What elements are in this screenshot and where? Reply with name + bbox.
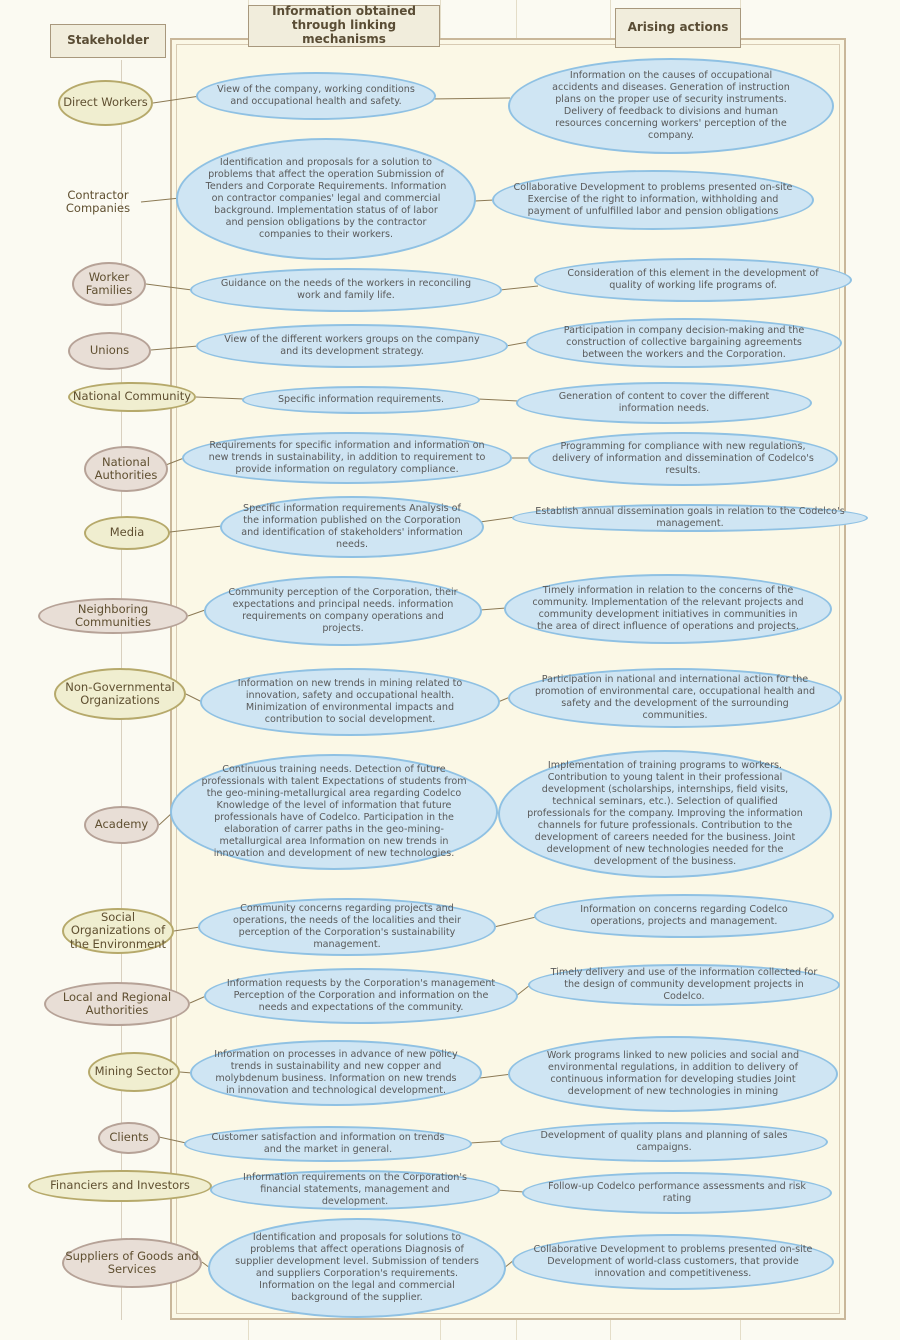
information-bubble: Customer satisfaction and information on trends and the market in general. [184,1126,472,1162]
header-stakeholder: Stakeholder [50,24,166,58]
action-bubble: Implementation of training programs to workers. Contribution to young talent in their professional development (scholarships, internships, field visits, technical seminars, etc.). Selection of qualified professionals for the company. Improving the information channels for future professionals. Contribution to the development of careers needed for the business. Joint development of new technologies needed for the development of the business. [498,750,832,878]
action-bubble: Follow-up Codelco performance assessments and risk rating [522,1172,832,1214]
information-bubble: Specific information requirements. [242,386,480,414]
stakeholder-media: Media [84,516,170,550]
information-bubble: Community concerns regarding projects and operations, the needs of the localities and their perception of the Corporation's sustainability management. [198,898,496,956]
connector [141,198,180,202]
action-bubble: Work programs linked to new policies and social and environmental regulations, in addition to delivery of continuous information for developing studies Joint development of new technologies in mining [508,1036,838,1112]
stakeholder-local-and-regional-authorities: Local and Regional Authorities [44,982,190,1026]
stakeholder-contractor-companies: Contractor Companies [65,187,131,215]
stakeholder-academy: Academy [84,806,159,844]
stakeholder-neighboring-communities: Neighboring Communities [38,598,188,634]
action-bubble: Generation of content to cover the different information needs. [516,382,812,424]
action-bubble: Collaborative Development to problems presented on-site Development of world-class customers, that provide innovation and competitiveness. [512,1234,834,1290]
information-bubble: Guidance on the needs of the workers in reconciling work and family life. [190,268,502,312]
information-bubble: Requirements for specific information and information on new trends in sustainability, in addition to requirement to provide information on regulatory compliance. [182,432,512,484]
action-bubble: Collaborative Development to problems presented on-site Exercise of the right to information, withholding and payment of unfulfilled labor and pension obligations [492,170,814,230]
connector [470,1141,502,1143]
connector [170,526,222,532]
information-bubble: Community perception of the Corporation, their expectations and principal needs. information requirements on company operations and projects. [204,576,482,646]
information-bubble: Information requests by the Corporation's management Perception of the Corporation and information on the needs and expectations of the community. [204,968,518,1024]
header-information: Information obtained through linking mechanisms [248,5,440,47]
connector [496,1190,524,1192]
stakeholder-non-governmental-organizations: Non-Governmental Organizations [54,668,186,720]
action-bubble: Information on concerns regarding Codelco operations, projects and management. [534,894,834,938]
connector [146,284,192,290]
information-bubble: Information on new trends in mining related to innovation, safety and occupational health. Minimization of environmental impacts and contribution to social development. [200,668,500,736]
connector [196,397,244,399]
action-bubble: Development of quality plans and planning of sales campaigns. [500,1122,828,1162]
action-bubble: Programming for compliance with new regulations, delivery of information and dissemination of Codelco's results. [528,432,838,486]
action-bubble: Establish annual dissemination goals in relation to the Codelco's management. [512,504,868,532]
connector [151,346,198,350]
connector [153,96,200,103]
action-bubble: Timely delivery and use of the information collected for the design of community development projects in Codelco. [528,964,840,1006]
stakeholder-mining-sector: Mining Sector [88,1052,180,1092]
stakeholder-suppliers-of-goods-and-services: Suppliers of Goods and Services [62,1238,202,1288]
action-bubble: Timely information in relation to the concerns of the community. Implementation of the relevant projects and community development initiatives in communities in the area of direct influence of operations and projects. [504,574,832,644]
stakeholder-financiers-and-investors: Financiers and Investors [28,1170,212,1202]
connector [174,927,200,931]
stakeholder-worker-families: Worker Families [72,262,146,306]
action-bubble: Consideration of this element in the development of quality of working life programs of. [534,258,852,302]
stakeholder-national-authorities: National Authorities [84,446,168,492]
connector [159,1137,186,1143]
information-bubble: Information requirements on the Corporation's financial statements, management and development. [210,1170,500,1210]
connector [500,286,538,290]
information-bubble: Identification and proposals for a solution to problems that affect the operation Submission of Tenders and Corporate Requirements. Information on contractor companies' legal and commercial background. Implementation status of of labor and pension obligations by the contractor companies to their workers. [176,138,476,260]
stakeholder-social-organizations-of-the-environment: Social Organizations of the Environment [62,908,174,954]
connector [480,517,515,522]
stakeholder-national-community: National Community [68,382,196,412]
action-bubble: Participation in national and international action for the promotion of environmental care, occupational health and safety and the development of the surrounding communities. [508,668,842,728]
stakeholder-unions: Unions [68,332,151,370]
action-bubble: Participation in company decision-making and the construction of collective bargaining agreements between the workers and the Corporation. [526,318,842,368]
information-bubble: Specific information requirements Analysis of the information published on the Corporation and identification of stakeholders' information needs. [220,496,484,558]
connector [506,342,528,346]
connector [478,399,518,401]
stakeholder-clients: Clients [98,1122,160,1154]
information-bubble: Continuous training needs. Detection of future professionals with talent Expectations of students from the geo-mining-metallurgical area regarding Codelco Knowledge of the level of information that future professionals have of Codelco. Participation in the elaboration of carrer paths in the geo-mining-metallurgical area Information on new trends in innovation and development of new technologies. [170,754,498,870]
connector [480,608,506,610]
information-bubble: View of the different workers groups on the company and its development strategy. [196,324,508,368]
connector [494,917,536,927]
connector [188,610,205,616]
stakeholder-direct-workers: Direct Workers [58,80,153,126]
action-bubble: Information on the causes of occupational accidents and diseases. Generation of instruction plans on the proper use of security instruments. Delivery of feedback to divisions and human resources concerning workers' perception of the company. [508,58,834,154]
connector [430,98,510,99]
information-bubble: Identification and proposals for solutions to problems that affect operations Diagnosis of supplier development level. Submission of tenders and suppliers Corporation's requirements. Information on the legal and commercial background of the supplier. [208,1218,506,1318]
header-actions: Arising actions [615,8,741,48]
information-bubble: View of the company, working conditions and occupational health and safety. [196,72,436,120]
information-bubble: Information on processes in advance of new policy trends in sustainability and new copper and molybdenum business. Information on new trends in innovation and technological development. [190,1040,482,1106]
